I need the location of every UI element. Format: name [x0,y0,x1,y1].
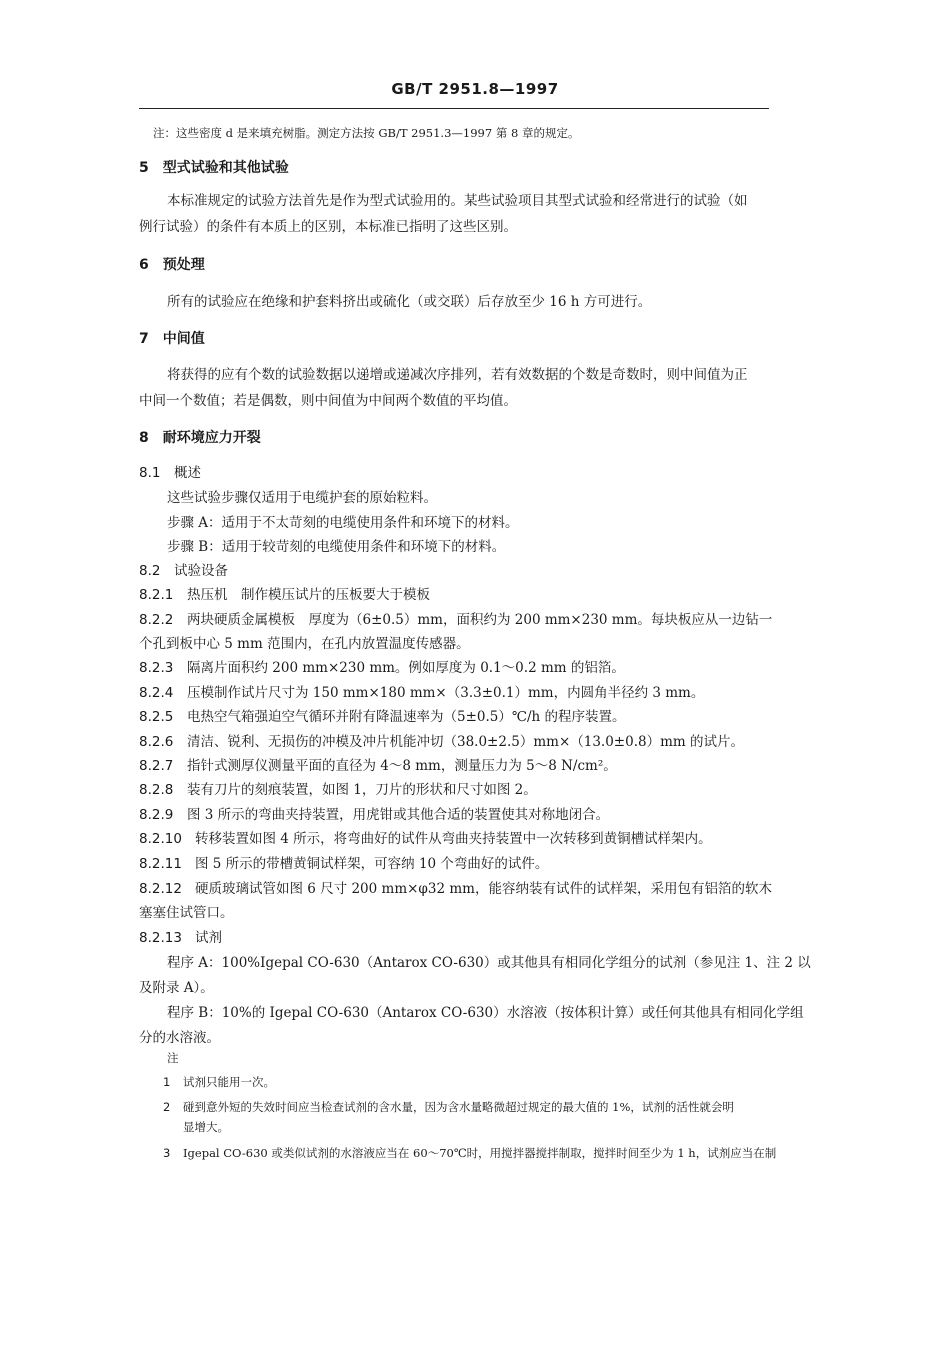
clause-8-2-6 [139,733,744,751]
clause-8-2-2 [139,611,772,629]
clause-number: 8.2.8 [139,782,174,798]
section-title: 耐环境应力开裂 [162,430,261,446]
section-number: 8 [139,430,149,446]
subsection-title: 试验设备 [173,563,228,579]
note-1 [163,1073,275,1091]
clause-number: 8.2.11 [139,856,182,872]
clause-text: 隔离片面积约 200 mm×230 mm。例如厚度为 0.1～0.2 mm 的铝箔。 [187,660,625,676]
section-6-paragraph: 所有的试验应在绝缘和护套料挤出或硫化（或交联）后存放至少 16 h 方可进行。 [167,294,652,310]
clause-text: 指针式测厚仪测量平面的直径为 4～8 mm，测量压力为 5～8 N/cm²。 [187,758,617,774]
clause-number: 8.2.1 [139,587,174,603]
clause-8-2-1 [139,586,430,604]
clause-number: 8.2.10 [139,831,182,847]
note-3 [163,1144,776,1162]
clause-number: 8.2.5 [139,709,174,725]
clause-8-2-12 [139,880,772,898]
procedure-b-line-1: 程序 B：10%的 Igepal CO-630（Antarox CO-630）水溶液（按体积计算）或任何其他具有相同化学组 [167,1005,804,1021]
procedure-a-line-2: 及附录 A）。 [139,980,214,996]
clause-text: 图 3 所示的弯曲夹持装置，用虎钳或其他合适的装置使其对称地闭合。 [187,807,610,823]
subsection-8-1-line-2: 步骤 A：适用于不太苛刻的电缆使用条件和环境下的材料。 [167,515,519,531]
subsection-8-2-heading [139,562,228,580]
procedure-b-line-2: 分的水溶液。 [139,1030,220,1046]
subsection-number: 8.1 [139,465,161,481]
clause-number: 8.2.6 [139,734,174,750]
section-8-heading [139,429,261,447]
section-7-paragraph-line-1: 将获得的应有个数的试验数据以递增或递减次序排列，若有效数据的个数是奇数时，则中间值为正 [167,367,748,383]
clause-8-2-5 [139,708,626,726]
section-7-heading [139,330,205,348]
clause-8-2-8 [139,781,537,799]
subsection-8-1-line-1: 这些试验步骤仅适用于电缆护套的原始粒料。 [167,490,437,506]
subsection-8-1-line-3: 步骤 B：适用于较苛刻的电缆使用条件和环境下的材料。 [167,539,506,555]
note-number: 2 [163,1100,171,1114]
clause-text: 电热空气箱强迫空气循环并附有降温速率为（5±0.5）℃/h 的程序装置。 [187,709,626,725]
clause-number: 8.2.7 [139,758,174,774]
clause-text: 两块硬质金属模板 厚度为（6±0.5）mm，面积约为 200 mm×230 mm。每块板应从一边钻一 [187,612,773,628]
clause-8-2-3 [139,659,625,677]
note-number: 1 [163,1075,171,1089]
page-header: GB/T 2951.8—1997 [391,80,559,98]
section-title: 预处理 [162,257,205,273]
clause-8-2-4 [139,684,704,702]
section-7-paragraph-line-2: 中间一个数值；若是偶数，则中间值为中间两个数值的平均值。 [139,393,517,409]
clause-8-2-9 [139,806,609,824]
subsection-title: 概述 [173,465,201,481]
notes-label: 注 [167,1051,179,1065]
note-text: Igepal CO-630 或类似试剂的水溶液应当在 60～70℃时，用搅拌器搅拌制取，搅拌时间至少为 1 h，试剂应当在制 [183,1146,777,1160]
clause-number: 8.2.13 [139,930,182,946]
procedure-a-line-1: 程序 A：100%Igepal CO-630（Antarox CO-630）或其他具有相同化学组分的试剂（参见注 1、注 2 以 [167,955,811,971]
clause-number: 8.2.2 [139,612,174,628]
section-5-heading [139,159,289,177]
clause-text: 试剂 [195,930,222,946]
clause-number: 8.2.4 [139,685,174,701]
clause-8-2-13 [139,929,222,947]
note-text: 碰到意外短的失效时间应当检查试剂的含水量，因为含水量略微超过规定的最大值的 1%，试剂的活性就会明 [183,1100,734,1114]
section-title: 中间值 [162,331,205,347]
clause-text: 热压机 制作模压试片的压板要大于模板 [187,587,430,603]
clause-number: 8.2.9 [139,807,174,823]
clause-8-2-2-continued: 个孔到板中心 5 mm 范围内，在孔内放置温度传感器。 [139,636,470,652]
top-note: 注：这些密度 d 是来填充树脂。测定方法按 GB/T 2951.3—1997 第 8 章的规定。 [153,126,580,140]
section-5-paragraph-line-1: 本标准规定的试验方法首先是作为型式试验用的。某些试验项目其型式试验和经常进行的试验（如 [167,193,748,209]
section-number: 5 [139,160,149,176]
clause-text: 图 5 所示的带槽黄铜试样架，可容纳 10 个弯曲好的试件。 [195,856,549,872]
header-rule [139,108,769,109]
section-number: 7 [139,331,149,347]
note-text: 试剂只能用一次。 [183,1075,275,1089]
clause-text: 压模制作试片尺寸为 150 mm×180 mm×（3.3±0.1）mm，内圆角半径约 3 mm。 [187,685,705,701]
note-2-continued: 显增大。 [183,1120,229,1134]
note-number: 3 [163,1146,171,1160]
note-2 [163,1098,734,1116]
clause-8-2-10 [139,830,712,848]
clause-number: 8.2.3 [139,660,174,676]
clause-8-2-12-continued: 塞塞住试管口。 [139,905,234,921]
clause-text: 装有刀片的刻痕装置，如图 1，刀片的形状和尺寸如图 2。 [187,782,537,798]
subsection-8-1-heading [139,464,201,482]
clause-text: 硬质玻璃试管如图 6 尺寸 200 mm×φ32 mm，能容纳装有试件的试样架，采用包有铝箔的软木 [195,881,772,897]
clause-text: 清洁、锐利、无损伤的冲模及冲片机能冲切（38.0±2.5）mm×（13.0±0.8）mm 的试片。 [187,734,744,750]
clause-text: 转移装置如图 4 所示，将弯曲好的试件从弯曲夹持装置中一次转移到黄铜槽试样架内。 [195,831,712,847]
section-6-heading [139,256,205,274]
clause-8-2-7 [139,757,617,775]
clause-8-2-11 [139,855,548,873]
clause-number: 8.2.12 [139,881,182,897]
subsection-number: 8.2 [139,563,161,579]
section-5-paragraph-line-2: 例行试验）的条件有本质上的区别，本标准已指明了这些区别。 [139,219,517,235]
section-number: 6 [139,257,149,273]
section-title: 型式试验和其他试验 [162,160,289,176]
